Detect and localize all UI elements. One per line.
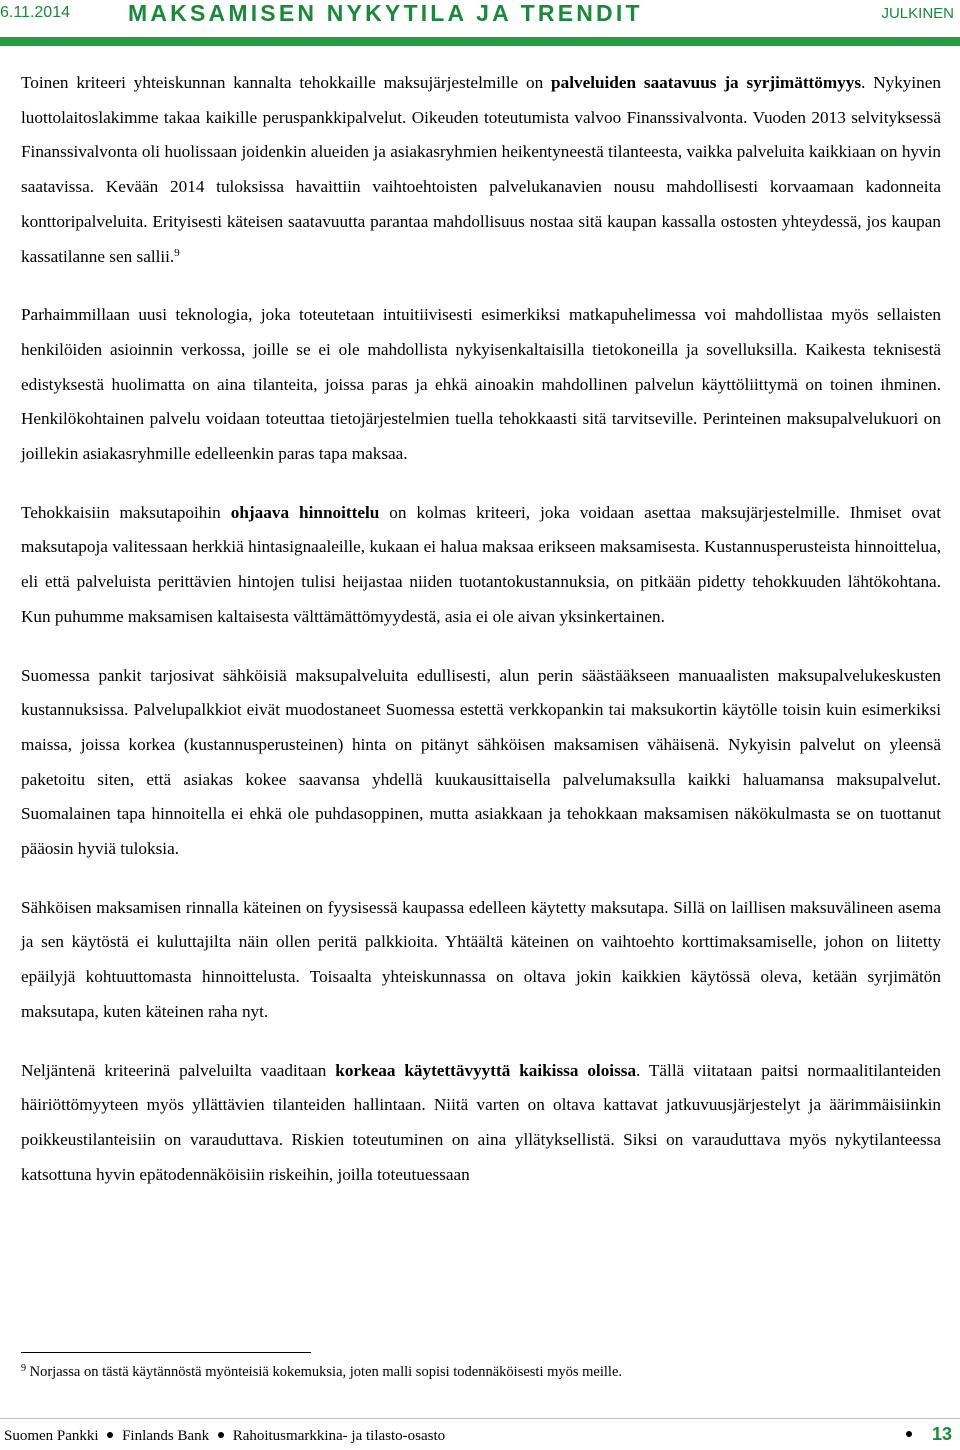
footnote — [21, 1362, 941, 1382]
header-classification: JULKINEN — [881, 5, 954, 22]
header-date: 6.11.2014 — [0, 4, 70, 21]
page-header — [0, 0, 960, 30]
bullet-dot-icon — [906, 1431, 912, 1437]
paragraph-text: . Nykyinen luottolaitoslakimme takaa kaikille peruspankkipalvelut. Oikeuden toteutumista valvoo Finanssivalvonta. Vuoden 2013 selvityksessä Finanssivalvonta oli huolissaan joidenkin alueiden ja asiakasryhmien heikentyneestä tilanteesta, vaikka palveluita kaikkiaan on hyvin saatavissa. Kevään 2014 tuloksissa havaittiin vaihtoehtoisten palvelukanavien nousu mahdollisesti korvaamaan kadonneita konttoripalveluita. Erityisesti käteisen saatavuutta parantaa mahdollisuus nostaa sitä kaupan kassalla ostosten yhteydessä, jos kaupan kassatilanne sen sallii. — [21, 73, 941, 266]
footer-page — [901, 1424, 952, 1445]
bold-term: palveluiden saatavuus ja syrjimättömyys — [551, 73, 862, 92]
bullet-dot-icon — [218, 1432, 224, 1438]
header-title: MAKSAMISEN NYKYTILA JA TRENDIT — [128, 0, 643, 26]
paragraph-2: Parhaimmillaan uusi teknologia, joka toteutetaan intuitiivisesti esimerkiksi matkapuhelimessa voi mahdollistaa myös sellaisten henkilöiden asioinnin verkossa, joille se ei ole mahdollista nykyisenkaltaisilla tietokoneilla ja sovelluksilla. Kaikesta teknisestä edistyksestä huolimatta on aina tilanteita, joissa paras ja ehkä ainoakin mahdollinen palvelun käyttöliittymä on toinen ihminen. Henkilökohtainen palvelu voidaan toteuttaa tietojärjestelmien tuella tehokkaasti sitä tarvitseville. Perinteinen maksupalvelukuori on joillekin asiakasryhmille edelleenkin paras tapa maksaa. — [21, 305, 941, 464]
footer-divider — [0, 1418, 960, 1419]
page-number: 13 — [931, 1424, 952, 1444]
paragraph-6 — [21, 1054, 941, 1193]
footnote-number: 9 — [21, 1363, 26, 1374]
footnote-separator — [21, 1352, 311, 1353]
footnote-reference[interactable]: 9 — [174, 246, 180, 259]
bold-term: ohjaava hinnoittelu — [230, 502, 380, 522]
paragraph-3 — [21, 496, 941, 635]
paragraph-5: Sähköisen maksamisen rinnalla käteinen on fyysisessä kaupassa edelleen käytetty maksutapa. Sillä on laillisen maksuvälineen asema ja sen käytöstä ei kuluttajilta näin ollen peritä palkkioita. Yhtäältä käteinen on vaihtoehto korttimaksamiselle, johon on liitetty epäilyjä kohtuuttomasta hinnoittelusta. Toisaalta yhteiskunnassa on oltava jokin kaikkien käytössä oleva, ketään syrjimätön maksutapa, kuten käteinen raha nyt. — [21, 897, 941, 1021]
page-footer — [4, 1428, 960, 1445]
header-divider-bar — [0, 37, 960, 46]
paragraph-text: Tehokkaisiin maksutapoihin — [21, 502, 231, 522]
footer-org-sv: Finlands Bank — [122, 1428, 210, 1444]
paragraph-1 — [21, 66, 941, 274]
paragraph-4: Suomessa pankit tarjosivat sähköisiä maksupalveluita edullisesti, alun perin säästääkseen manuaalisten maksupalvelukeskusten kustannuksissa. Palvelupalkkiot eivät muodostaneet Suomessa estettä verkkopankin tai maksukortin käytölle toisin kuin esimerkiksi maissa, joissa korkea (kustannusperusteinen) hinta on pitänyt sähköisen maksamisen vähäisenä. Nykyisin palvelut on yleensä paketoitu siten, että asiakas kokee saavansa yhdellä kuukausittaisella palvelumaksulla kaikki haluamansa maksupalvelut. Suomalainen tapa hinnoitella ei ehkä ole puhdasoppinen, mutta asiakkaan ja tehokkaan maksamisen näkökulmasta se on tuottanut pääosin hyviä tuloksia. — [21, 665, 941, 859]
document-body — [21, 66, 941, 1216]
footer-org-fi: Suomen Pankki — [4, 1428, 99, 1444]
footer-department: Rahoitusmarkkina- ja tilasto-osasto — [232, 1428, 446, 1444]
paragraph-text: Neljäntenä kriteerinä palveluilta vaaditaan — [21, 1060, 336, 1080]
paragraph-text: Toinen kriteeri yhteiskunnan kannalta tehokkaille maksujärjestelmille on — [21, 73, 552, 92]
footnote-text: Norjassa on tästä käytännöstä myönteisiä kokemuksia, joten malli sopisi todennäköisesti myös meille. — [26, 1364, 623, 1380]
paragraph-text: on kolmas kriteeri, joka voidaan asettaa maksujärjestelmille. Ihmiset ovat maksutapoja valitessaan herkkiä hintasignaaleille, kukaan ei halua maksaa erikseen maksamisesta. Kustannusperusteista hinnoittelua, eli että palveluista perittävien hintojen tulisi heijastaa niiden tuotantokustannuksia, on pitkään pidetty tehokkuuden lähtökohtana. Kun puhumme maksamisen kaltaisesta välttämättömyydestä, asia ei ole aivan yksinkertainen. — [21, 502, 941, 626]
paragraph-text: . Tällä viitataan paitsi normaalitilanteiden häiriöttömyyteen myös yllättävien tilanteiden hallintaan. Niitä varten on oltava kattavat jatkuvuusjärjestelyt ja äärimmäisiinkin poikkeustilanteisiin on varauduttava. Riskien toteutuminen on aina yllätyksellistä. Siksi on varauduttava myös nykytilanteessa katsottuna hyvin epätodennäköisiin riskeihin, joilla toteutuessaan — [21, 1060, 941, 1184]
bullet-dot-icon — [107, 1432, 113, 1438]
bold-term: korkeaa käytettävyyttä kaikissa oloissa — [335, 1060, 637, 1080]
